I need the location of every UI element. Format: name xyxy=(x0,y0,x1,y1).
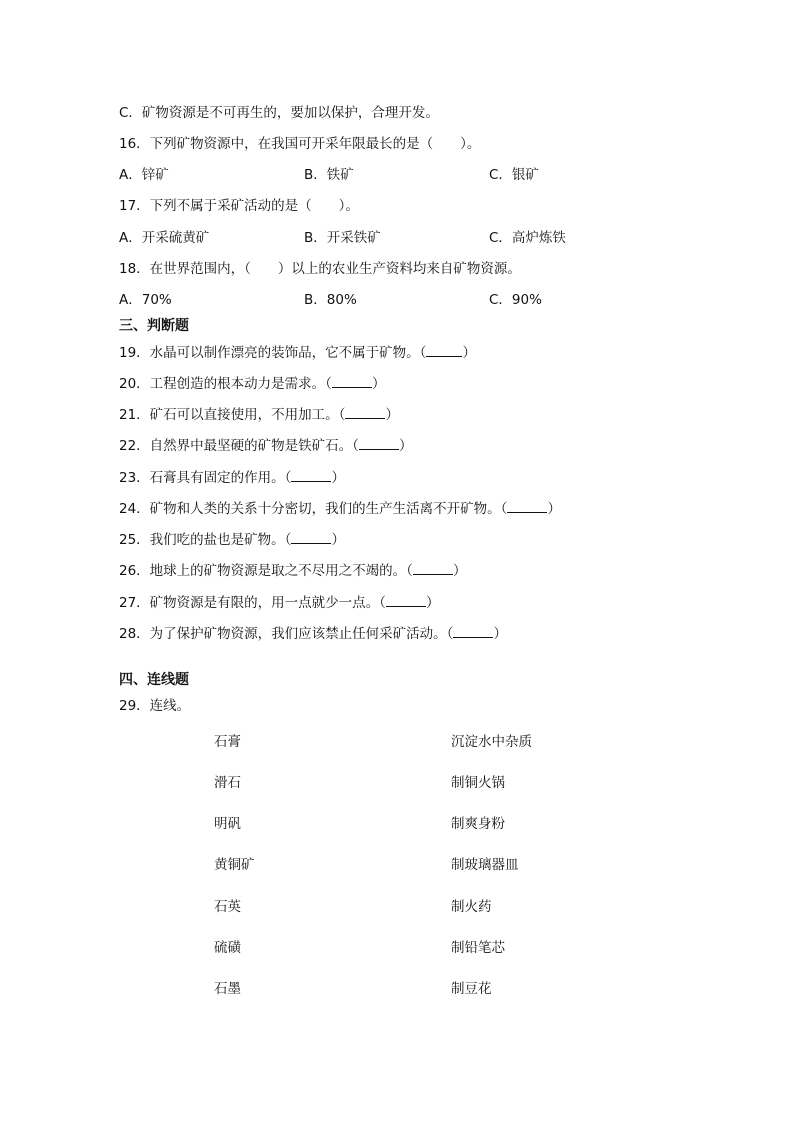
match-right-item[interactable]: 制铜火锅 xyxy=(451,775,505,791)
section-4-title: 四、连线题 xyxy=(119,672,189,688)
q27-text: 27．矿物资源是有限的，用一点就少一点。（ xyxy=(119,595,386,611)
q20-text: 20．工程创造的根本动力是需求。（ xyxy=(119,376,332,392)
match-left-item[interactable]: 石膏 xyxy=(214,734,241,750)
q27-answer-blank[interactable] xyxy=(386,593,426,607)
q26-close: ） xyxy=(452,563,467,579)
q28-text: 28．为了保护矿物资源，我们应该禁止任何采矿活动。（ xyxy=(119,626,454,642)
q16-option-c: C．银矿 xyxy=(489,167,539,183)
q21-answer-blank[interactable] xyxy=(345,405,385,419)
q27 xyxy=(119,593,439,612)
q26-answer-blank[interactable] xyxy=(413,561,453,575)
q24-close: ） xyxy=(547,501,561,517)
q24-text: 24．矿物和人类的关系十分密切，我们的生产生活离不开矿物。（ xyxy=(119,501,508,517)
q18-stem: 18．在世界范围内，（ ）以上的农业生产资料均来自矿物资源。 xyxy=(119,261,521,277)
match-right-item[interactable]: 制铅笔芯 xyxy=(451,940,505,956)
q18-option-c: C．90% xyxy=(489,292,542,308)
match-right-item[interactable]: 制豆花 xyxy=(451,981,492,997)
match-left-item[interactable]: 石英 xyxy=(214,899,241,915)
q25-answer-blank[interactable] xyxy=(291,530,331,544)
match-right-item[interactable]: 制火药 xyxy=(451,899,492,915)
q18-option-b: B．80% xyxy=(304,292,357,308)
q15-option-c: C．矿物资源是不可再生的，要加以保护，合理开发。 xyxy=(119,105,439,121)
q19-text: 19．水晶可以制作漂亮的装饰品，它不属于矿物。（ xyxy=(119,345,427,361)
q20-answer-blank[interactable] xyxy=(332,374,372,388)
q19 xyxy=(119,343,476,362)
q29-stem: 29．连线。 xyxy=(119,698,191,714)
q16-option-a: A．锌矿 xyxy=(119,167,169,183)
match-right-item[interactable]: 制玻璃器皿 xyxy=(451,857,519,873)
match-left-item[interactable]: 滑石 xyxy=(214,775,241,791)
q16-stem: 16．下列矿物资源中，在我国可开采年限最长的是（ ）。 xyxy=(119,136,481,152)
match-right-item[interactable]: 制爽身粉 xyxy=(451,816,505,832)
q23-answer-blank[interactable] xyxy=(291,468,331,482)
q22-text: 22．自然界中最坚硬的矿物是铁矿石。（ xyxy=(119,438,359,454)
q21-close: ） xyxy=(385,407,399,423)
q19-close: ） xyxy=(462,345,476,361)
q26-text: 26．地球上的矿物资源是取之不尽用之不竭的。（ xyxy=(119,563,413,579)
match-right-item[interactable]: 沉淀水中杂质 xyxy=(451,734,532,750)
q23-close: ） xyxy=(331,470,345,486)
section-3-title: 三、判断题 xyxy=(119,318,189,334)
q19-answer-blank[interactable] xyxy=(426,343,462,357)
q22 xyxy=(119,436,412,455)
q25-close: ） xyxy=(331,532,345,548)
q26 xyxy=(119,561,466,580)
q17-option-a: A．开采硫黄矿 xyxy=(119,230,210,246)
q17-option-c: C．高炉炼铁 xyxy=(489,230,566,246)
match-left-item[interactable]: 明矾 xyxy=(214,816,241,832)
q23 xyxy=(119,468,345,487)
q24-answer-blank[interactable] xyxy=(507,499,547,513)
q21 xyxy=(119,405,399,424)
q27-close: ） xyxy=(425,595,440,611)
q28-close: ） xyxy=(493,626,507,642)
match-left-item[interactable]: 石墨 xyxy=(214,981,241,997)
q24 xyxy=(119,499,561,518)
match-left-item[interactable]: 黄铜矿 xyxy=(214,857,255,873)
q28-answer-blank[interactable] xyxy=(453,624,493,638)
q23-text: 23．石膏具有固定的作用。（ xyxy=(119,470,292,486)
q16-option-b: B．铁矿 xyxy=(304,167,354,183)
q25 xyxy=(119,530,345,549)
q17-stem: 17．下列不属于采矿活动的是（ ）。 xyxy=(119,198,359,214)
q22-close: ） xyxy=(398,438,413,454)
match-left-item[interactable]: 硫磺 xyxy=(214,940,241,956)
q17-option-b: B．开采铁矿 xyxy=(304,230,381,246)
q21-text: 21．矿石可以直接使用，不用加工。（ xyxy=(119,407,346,423)
q22-answer-blank[interactable] xyxy=(359,436,399,450)
q28 xyxy=(119,624,507,643)
q20-close: ） xyxy=(371,376,386,392)
q18-option-a: A．70% xyxy=(119,292,172,308)
q25-text: 25．我们吃的盐也是矿物。（ xyxy=(119,532,292,548)
q20 xyxy=(119,374,385,393)
